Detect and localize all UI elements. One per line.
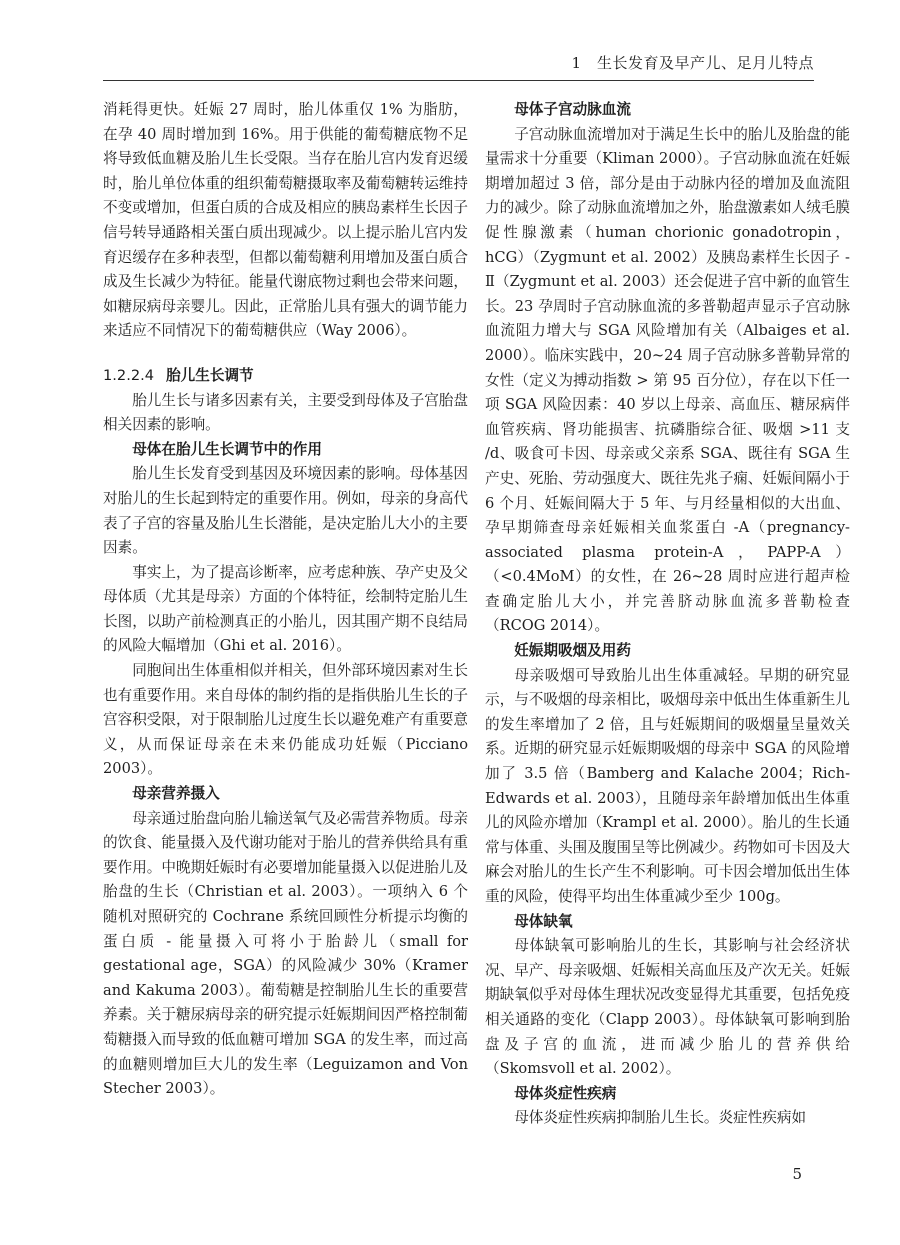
paragraph: 胎儿生长与诸多因素有关，主要受到母体及子宫胎盘相关因素的影响。 bbox=[103, 391, 468, 434]
paragraph: 母亲吸烟可导致胎儿出生体重减轻。早期的研究显示，与不吸烟的母亲相比，吸烟母亲中低出生体重新生儿的发生率增加了 2 倍，且与妊娠期间的吸烟量呈量效关系。近期的研究显示妊娠期吸烟的母亲中 SGA 的风险增加了 3.5 倍（Bamberg and Kalache 2004；Rich-Edwards et al. 2003），且随母亲年龄增加低出生体重儿的风险亦增加（Krampl et al. 2000）。胎儿的生长通常与体重、头围及腹围呈等比例减少。药物如可卡因及大麻会对胎儿的生长产生不利影响。可卡因会增加低出生体重的风险，使得平均出生体重减少至少 100g。 bbox=[485, 666, 850, 905]
right-column bbox=[485, 98, 850, 1131]
paragraph: 母体炎症性疾病抑制胎儿生长。炎症性疾病如 bbox=[514, 1109, 807, 1127]
subheading: 母体炎症性疾病 bbox=[514, 1084, 617, 1102]
subheading: 母体在胎儿生长调节中的作用 bbox=[132, 440, 322, 458]
subheading: 母体缺氧 bbox=[514, 912, 573, 930]
running-header: 1 生长发育及早产儿、足月儿特点 bbox=[571, 54, 814, 72]
paragraph: 消耗得更快。妊娠 27 周时，胎儿体重仅 1% 为脂肪，在孕 40 周时增加到 16%。用于供能的葡萄糖底物不足将导致低血糖及胎儿生长受限。当存在胎儿宫内发育迟缓时，胎儿单位体重的组织葡萄糖摄取率及葡萄糖转运维持不变或增加，但蛋白质的合成及相应的胰岛素样生长因子信号转导通路相关蛋白质出现减少。以上提示胎儿宫内发育迟缓存在多种表型，但都以葡萄糖利用增加及蛋白质合成及生长减少为特征。能量代谢底物过剩也会带来问题，如糖尿病母亲婴儿。因此，正常胎儿具有强大的调节能力来适应不同情况下的葡萄糖供应（Way 2006）。 bbox=[103, 101, 468, 340]
section-heading bbox=[103, 364, 468, 389]
paragraph: 母体缺氧可影响胎儿的生长，其影响与社会经济状况、早产、母亲吸烟、妊娠相关高血压及产次无关。妊娠期缺氧似乎对母体生理状况改变显得尤其重要，包括免疫相关通路的变化（Clapp 2003）。母体缺氧可影响到胎盘及子宫的血流，进而减少胎儿的营养供给（Skomsvoll et al. 2002）。 bbox=[485, 937, 850, 1078]
paragraph: 母亲通过胎盘向胎儿输送氧气及必需营养物质。母亲的饮食、能量摄入及代谢功能对于胎儿的营养供给具有重要作用。中晚期妊娠时有必要增加能量摄入以促进胎儿及胎盘的生长（Christian et al. 2003）。一项纳入 6 个随机对照研究的 Cochrane 系统回顾性分析提示均衡的蛋白质 - 能量摄入可将小于胎龄儿（small for gestational age，SGA）的风险减少 30%（Kramer and Kakuma 2003）。葡萄糖是控制胎儿生长的重要营养素。关于糖尿病母亲的研究提示妊娠期间因严格控制葡萄糖摄入而导致的低血糖可增加 SGA 的发生率，而过高的血糖则增加巨大儿的发生率（Leguizamon and Von Stecher 2003）。 bbox=[103, 809, 468, 1098]
subheading: 母亲营养摄入 bbox=[132, 785, 220, 803]
subheading: 母体子宫动脉血流 bbox=[514, 101, 631, 118]
page-number: 5 bbox=[792, 1165, 802, 1183]
left-column bbox=[103, 98, 468, 1102]
paragraph: 子宫动脉血流增加对于满足生长中的胎儿及胎盘的能量需求十分重要（Kliman 2000）。子宫动脉血流在妊娠期增加超过 3 倍，部分是由于动脉内径的增加及血流阻力的减少。除了动脉血流增加之外，胎盘激素如人绒毛膜促性腺激素（human chorionic gonadotropin，hCG）（Zygmunt et al. 2002）及胰岛素样生长因子 - Ⅱ（Zygmunt et al. 2003）还会促进子宫中新的血管生长。23 孕周时子宫动脉血流的多普勒超声显示子宫动脉血流阻力增大与 SGA 风险增加有关（Albaiges et al. 2000）。临床实践中，20~24 周子宫动脉多普勒异常的女性（定义为搏动指数 > 第 95 百分位），存在以下任一项 SGA 风险因素：40 岁以上母亲、高血压、糖尿病伴血管疾病、肾功能损害、抗磷脂综合征、吸烟 >11 支 /d、吸食可卡因、母亲或父亲系 SGA、既往有 SGA 生产史、死胎、劳动强度大、既往先兆子痫、妊娠间隔小于 6 个月、妊娠间隔大于 5 年、与月经量相似的大出血、孕早期筛查母亲妊娠相关血浆蛋白 -A（pregnancy-associated plasma protein-A，PAPP-A）（<0.4MoM）的女性，在 26~28 周时应进行超声检查确定胎儿大小，并完善脐动脉血流多普勒检查（RCOG 2014）。 bbox=[485, 125, 850, 635]
paragraph: 同胞间出生体重相似并相关，但外部环境因素对生长也有重要作用。来自母体的制约指的是指供胎儿生长的子宫容积受限，对于限制胎儿过度生长以避免难产有重要意义，从而保证母亲在未来仍能成功妊娠（Picciano 2003）。 bbox=[103, 662, 468, 778]
header-rule bbox=[103, 80, 814, 81]
section-number: 1.2.2.4 bbox=[103, 366, 155, 384]
paragraph: 胎儿生长发育受到基因及环境因素的影响。母体基因对胎儿的生长起到特定的重要作用。例如，母亲的身高代表了子宫的容量及胎儿生长潜能，是决定胎儿大小的主要因素。 bbox=[103, 465, 468, 557]
subheading: 妊娠期吸烟及用药 bbox=[514, 642, 631, 660]
paragraph: 事实上，为了提高诊断率，应考虑种族、孕产史及父母体质（尤其是母亲）方面的个体特征，绘制特定胎儿生长图，以助产前检测真正的小胎儿，因其围产期不良结局的风险大幅增加（Ghi et al. 2016）。 bbox=[103, 563, 468, 655]
section-title: 胎儿生长调节 bbox=[166, 366, 254, 384]
